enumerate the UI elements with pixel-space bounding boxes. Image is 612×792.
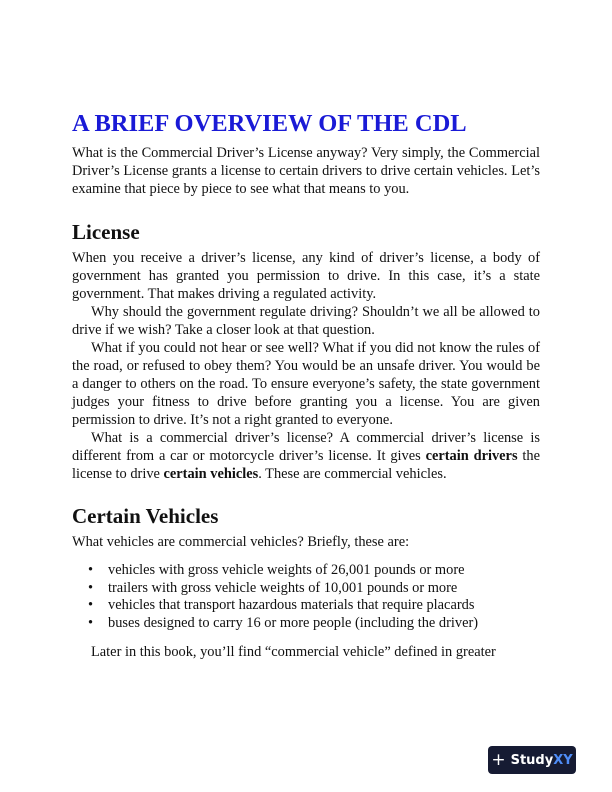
vehicles-intro-paragraph: What vehicles are commercial vehicles? Briefly, these are:: [72, 534, 410, 550]
bullet-icon: •: [88, 579, 94, 596]
page-title: A BRIEF OVERVIEW OF THE CDL: [72, 110, 467, 137]
bold-certain-vehicles: certain vehicles: [163, 466, 259, 482]
license-section-body: [72, 249, 540, 483]
list-item-text: vehicles with gross vehicle weights of 26,001 pounds or more: [108, 562, 465, 578]
section-heading-license: License: [72, 220, 140, 244]
brand-name-part-1: Study: [510, 752, 554, 768]
bold-certain-drivers: certain drivers: [425, 448, 518, 464]
license-paragraph-4: [72, 429, 540, 483]
studyxy-badge[interactable]: [488, 746, 576, 774]
list-item: [88, 597, 540, 615]
list-item: [88, 562, 540, 580]
studyxy-logo: [511, 753, 573, 768]
license-p4-text-c: . These are commercial vehicles.: [258, 466, 447, 482]
license-paragraph-1: When you receive a driver’s license, any kind of driver’s license, a body of government has granted you permission to drive. In this case, it’s a state government. That makes driving a regulated activity.: [72, 250, 540, 302]
intro-paragraph: What is the Commercial Driver’s License anyway? Very simply, the Commercial Driver’s License grants a license to certain drivers to drive certain vehicles. Let’s examine that piece by piece to see what that means to you.: [72, 145, 540, 197]
license-p4-text-a: What is a commercial driver’s license? A commercial driver’s license is different from a car or motorcycle driver’s license. It gives: [72, 430, 540, 464]
bullet-icon: •: [88, 562, 94, 578]
vehicle-type-list: [72, 562, 540, 632]
brand-name-part-2: XY: [553, 752, 573, 768]
license-paragraph-2: Why should the government regulate driving? Shouldn’t we all be allowed to drive if we wish? Take a closer look at that question.: [72, 304, 540, 338]
list-item-text: trailers with gross vehicle weights of 10,001 pounds or more: [108, 579, 458, 596]
list-item-text: buses designed to carry 16 or more people (including the driver): [108, 614, 479, 631]
closing-paragraph: Later in this book, you’ll find “commercial vehicle” defined in greater: [91, 644, 496, 660]
bullet-icon: •: [88, 597, 94, 613]
list-item: [88, 615, 540, 633]
plus-icon: +: [491, 749, 506, 770]
list-item: [88, 580, 540, 598]
section-heading-certain-vehicles: Certain Vehicles: [72, 504, 219, 528]
bullet-icon: •: [88, 614, 94, 631]
license-paragraph-3: What if you could not hear or see well? What if you did not know the rules of the road, or refused to obey them? You would be an unsafe driver. You would be a danger to others on the road. To ensure everyone’s safety, the state government judges your fitness to drive before granting you a license. You are given permission to drive. It’s not a right granted to everyone.: [72, 340, 540, 428]
list-item-text: vehicles that transport hazardous materials that require placards: [108, 597, 475, 613]
document-page: [72, 108, 540, 661]
license-p4-text-b: the license to drive: [72, 448, 540, 482]
